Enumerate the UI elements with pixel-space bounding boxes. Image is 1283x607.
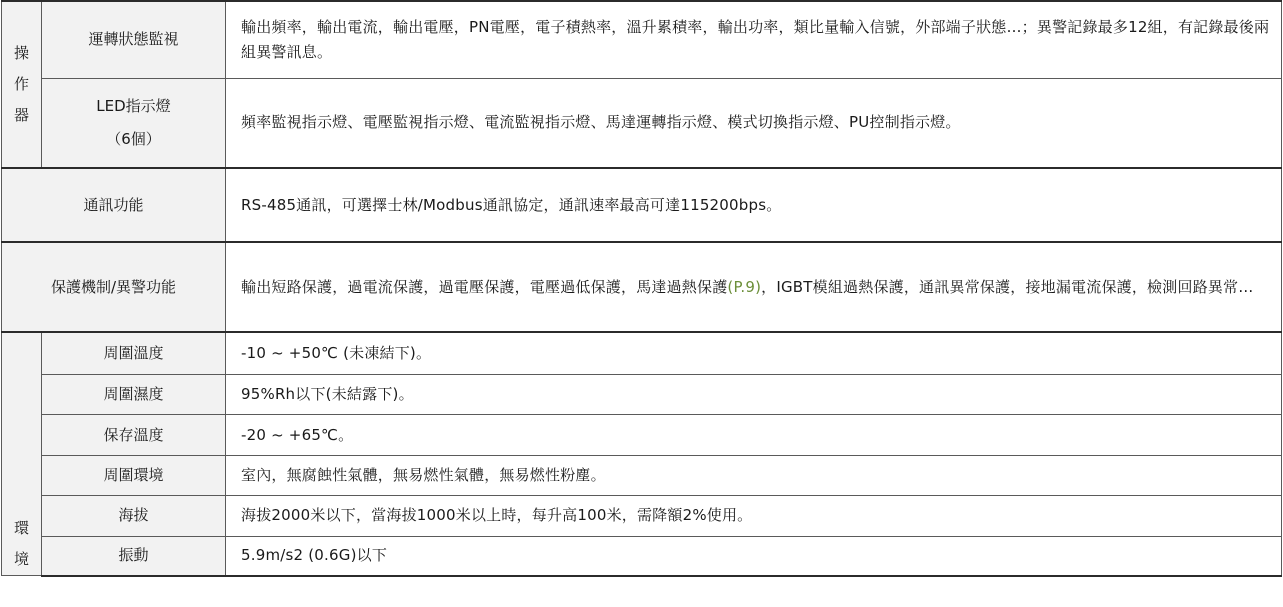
operator-char: 操 bbox=[13, 44, 29, 62]
operator-char: 器 bbox=[13, 106, 29, 124]
monitor-value: 輸出頻率，輸出電流，輸出電壓，PN電壓，電子積熱率，溫升累積率，輸出功率，類比量輸入信號，外部端子狀態…；異警記錄最多12組，有記錄最後兩組異警訊息。 bbox=[226, 1, 1282, 78]
table-row bbox=[2, 415, 1282, 455]
led-label-line2: （6個） bbox=[106, 129, 161, 148]
protection-param-ref: (P.9) bbox=[727, 277, 762, 296]
env-value: 室內，無腐蝕性氣體，無易燃性氣體，無易燃性粉塵。 bbox=[226, 455, 1282, 495]
env-label: 海拔 bbox=[42, 496, 226, 536]
table-row bbox=[2, 168, 1282, 242]
table-row bbox=[2, 536, 1282, 575]
env-value: -20 ~ +65℃。 bbox=[226, 415, 1282, 455]
table-row bbox=[2, 78, 1282, 168]
env-label: 保存溫度 bbox=[42, 415, 226, 455]
env-value: 海拔2000米以下，當海拔1000米以上時，每升高100米，需降額2%使用。 bbox=[226, 496, 1282, 536]
env-value: -10 ~ +50℃ (未凍結下)。 bbox=[226, 332, 1282, 374]
table-row bbox=[2, 455, 1282, 495]
env-value: 5.9m/s2 (0.6G)以下 bbox=[226, 536, 1282, 575]
env-label: 振動 bbox=[42, 536, 226, 575]
env-label: 周圍環境 bbox=[42, 455, 226, 495]
protection-text-part: ，IGBT模組過熱保護，通訊異常保護，接地漏電流保護，檢測回路異常… bbox=[761, 277, 1254, 296]
operator-char: 作 bbox=[13, 75, 29, 93]
spec-table bbox=[1, 0, 1282, 577]
comm-label: 通訊功能 bbox=[2, 168, 226, 242]
operator-group-label bbox=[2, 1, 42, 168]
protection-value bbox=[226, 242, 1282, 332]
environment-group-label bbox=[2, 332, 42, 576]
table-row bbox=[2, 242, 1282, 332]
env-value: 95%Rh以下(未結露下)。 bbox=[226, 374, 1282, 414]
led-value: 頻率監視指示燈、電壓監視指示燈、電流監視指示燈、馬達運轉指示燈、模式切換指示燈、PU控制指示燈。 bbox=[226, 78, 1282, 168]
monitor-label: 運轉狀態監視 bbox=[42, 1, 226, 78]
comm-value: RS-485通訊，可選擇士林/Modbus通訊協定，通訊速率最高可達115200bps。 bbox=[226, 168, 1282, 242]
table-row bbox=[2, 496, 1282, 536]
table-row bbox=[2, 1, 1282, 78]
led-label bbox=[42, 78, 226, 168]
led-label-line1: LED指示燈 bbox=[96, 96, 171, 115]
protection-text-part: 輸出短路保護，過電流保護，過電壓保護，電壓過低保護，馬達過熱保護 bbox=[241, 277, 728, 296]
env-label: 周圍溫度 bbox=[42, 332, 226, 374]
env-label: 周圍濕度 bbox=[42, 374, 226, 414]
environment-char: 環 bbox=[13, 519, 29, 537]
environment-char: 境 bbox=[13, 550, 29, 568]
table-row bbox=[2, 374, 1282, 414]
protection-label: 保護機制/異警功能 bbox=[2, 242, 226, 332]
table-row bbox=[2, 332, 1282, 374]
